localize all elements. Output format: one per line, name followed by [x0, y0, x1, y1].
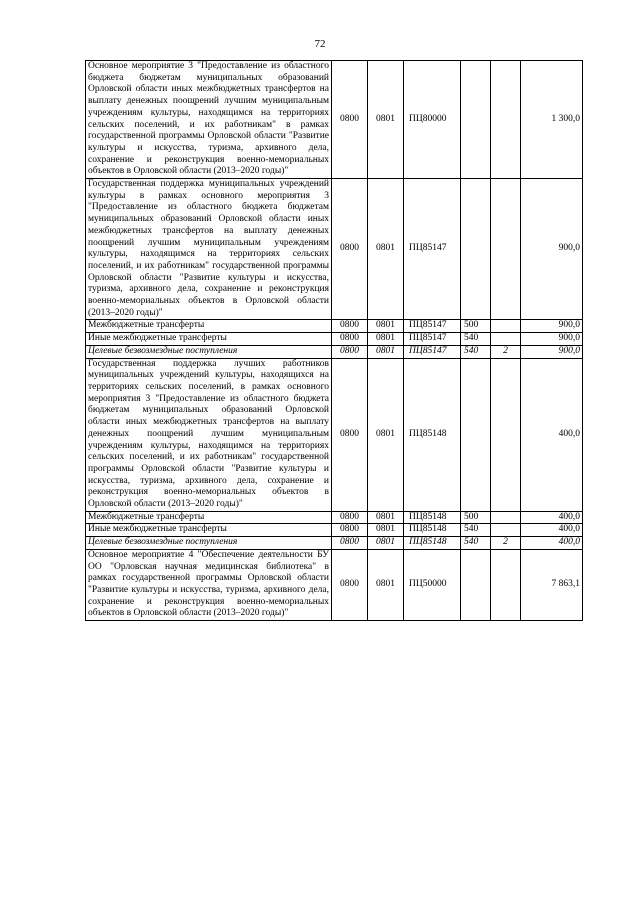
row-source-code: 2	[491, 537, 521, 550]
row-section: 0800	[332, 320, 368, 333]
row-target-code: ПЦ85148	[404, 358, 461, 511]
row-subsection: 0801	[368, 320, 404, 333]
row-description: Целевые безвозмездные поступления	[86, 537, 332, 550]
row-expense-type: 540	[461, 537, 491, 550]
row-source-code	[491, 524, 521, 537]
row-section: 0800	[332, 524, 368, 537]
row-expense-type	[461, 179, 491, 320]
row-description: Государственная поддержка лучших работников муниципальных учреждений культуры, находящихся на территориях сельских поселений, в рамках основного мероприятия 3 "Предоставление из областного бюджета бюджетам муниципальных образований Орловской области иных межбюджетных трансфертов на выплату денежных поощрений лучшим муниципальным учреждениям культуры, находящимся на территориях сельских поселений, и их работникам" государственной программы Орловской области "Развитие культуры и искусства, туризма, архивного дела, сохранение и реконструкция военно-мемориальных объектов в Орловской области (2013–2020 годы)"	[86, 358, 332, 511]
table-row	[86, 549, 583, 620]
row-amount: 900,0	[521, 345, 583, 358]
row-section: 0800	[332, 537, 368, 550]
row-subsection: 0801	[368, 524, 404, 537]
row-subsection: 0801	[368, 345, 404, 358]
table-row	[86, 179, 583, 320]
row-source-code	[491, 333, 521, 346]
row-source-code	[491, 320, 521, 333]
table-row	[86, 320, 583, 333]
row-expense-type: 500	[461, 320, 491, 333]
row-amount: 400,0	[521, 511, 583, 524]
row-expense-type	[461, 549, 491, 620]
row-section: 0800	[332, 61, 368, 179]
row-amount: 7 863,1	[521, 549, 583, 620]
row-source-code	[491, 179, 521, 320]
row-amount: 400,0	[521, 524, 583, 537]
row-expense-type	[461, 61, 491, 179]
row-target-code: ПЦ50000	[404, 549, 461, 620]
table-row	[86, 511, 583, 524]
row-expense-type: 540	[461, 333, 491, 346]
table-row	[86, 345, 583, 358]
row-section: 0800	[332, 333, 368, 346]
row-source-code: 2	[491, 345, 521, 358]
row-amount: 400,0	[521, 537, 583, 550]
row-expense-type	[461, 358, 491, 511]
row-target-code: ПЦ85147	[404, 333, 461, 346]
row-target-code: ПЦ85148	[404, 511, 461, 524]
row-description: Целевые безвозмездные поступления	[86, 345, 332, 358]
row-target-code: ПЦ85147	[404, 320, 461, 333]
row-description: Иные межбюджетные трансферты	[86, 333, 332, 346]
row-description: Основное мероприятие 3 "Предоставление из областного бюджета бюджетам муниципальных образований Орловской области иных межбюджетных трансфертов на выплату денежных поощрений лучшим муниципальным учреждениям культуры, находящимся на территориях сельских поселений, и их работникам" в рамках государственной программы Орловской области "Развитие культуры и искусства, туризма, архивного дела, сохранение и реконструкция военно-мемориальных объектов в Орловской области (2013–2020 годы)"	[86, 61, 332, 179]
row-amount: 400,0	[521, 358, 583, 511]
row-description: Межбюджетные трансферты	[86, 320, 332, 333]
table-row	[86, 61, 583, 179]
row-source-code	[491, 549, 521, 620]
row-description: Межбюджетные трансферты	[86, 511, 332, 524]
page-number: 72	[314, 38, 326, 50]
row-description: Иные межбюджетные трансферты	[86, 524, 332, 537]
row-section: 0800	[332, 358, 368, 511]
table-row	[86, 358, 583, 511]
row-source-code	[491, 511, 521, 524]
row-target-code: ПЦ80000	[404, 61, 461, 179]
table-row	[86, 524, 583, 537]
row-expense-type: 500	[461, 511, 491, 524]
row-subsection: 0801	[368, 537, 404, 550]
row-amount: 1 300,0	[521, 61, 583, 179]
budget-table	[85, 60, 583, 621]
row-subsection: 0801	[368, 549, 404, 620]
row-section: 0800	[332, 549, 368, 620]
row-target-code: ПЦ85147	[404, 345, 461, 358]
row-section: 0800	[332, 511, 368, 524]
table-row	[86, 333, 583, 346]
row-amount: 900,0	[521, 179, 583, 320]
row-amount: 900,0	[521, 333, 583, 346]
row-expense-type: 540	[461, 524, 491, 537]
row-expense-type: 540	[461, 345, 491, 358]
row-amount: 900,0	[521, 320, 583, 333]
row-section: 0800	[332, 179, 368, 320]
row-subsection: 0801	[368, 179, 404, 320]
row-section: 0800	[332, 345, 368, 358]
row-description: Государственная поддержка муниципальных учреждений культуры в рамках основного мероприятия 3 "Предоставление из областного бюджета бюджетам муниципальных образований Орловской области иных межбюджетных трансфертов на выплату денежных поощрений лучшим муниципальным учреждениям культуры, находящимся на территориях сельских поселений, и их работникам" государственной программы Орловской области "Развитие культуры и искусства, туризма, архивного дела, сохранение и реконструкция военно-мемориальных объектов в Орловской области (2013–2020 годы)"	[86, 179, 332, 320]
row-subsection: 0801	[368, 333, 404, 346]
row-subsection: 0801	[368, 61, 404, 179]
row-source-code	[491, 61, 521, 179]
row-source-code	[491, 358, 521, 511]
row-target-code: ПЦ85148	[404, 524, 461, 537]
row-subsection: 0801	[368, 358, 404, 511]
table-row	[86, 537, 583, 550]
row-target-code: ПЦ85148	[404, 537, 461, 550]
row-description: Основное мероприятие 4 "Обеспечение деятельности БУ ОО "Орловская научная медицинская библиотека" в рамках государственной программы Орловской области "Развитие культуры и искусства, туризма, архивного дела, сохранение и реконструкция военно-мемориальных объектов в Орловской области (2013–2020 годы)"	[86, 549, 332, 620]
row-target-code: ПЦ85147	[404, 179, 461, 320]
row-subsection: 0801	[368, 511, 404, 524]
